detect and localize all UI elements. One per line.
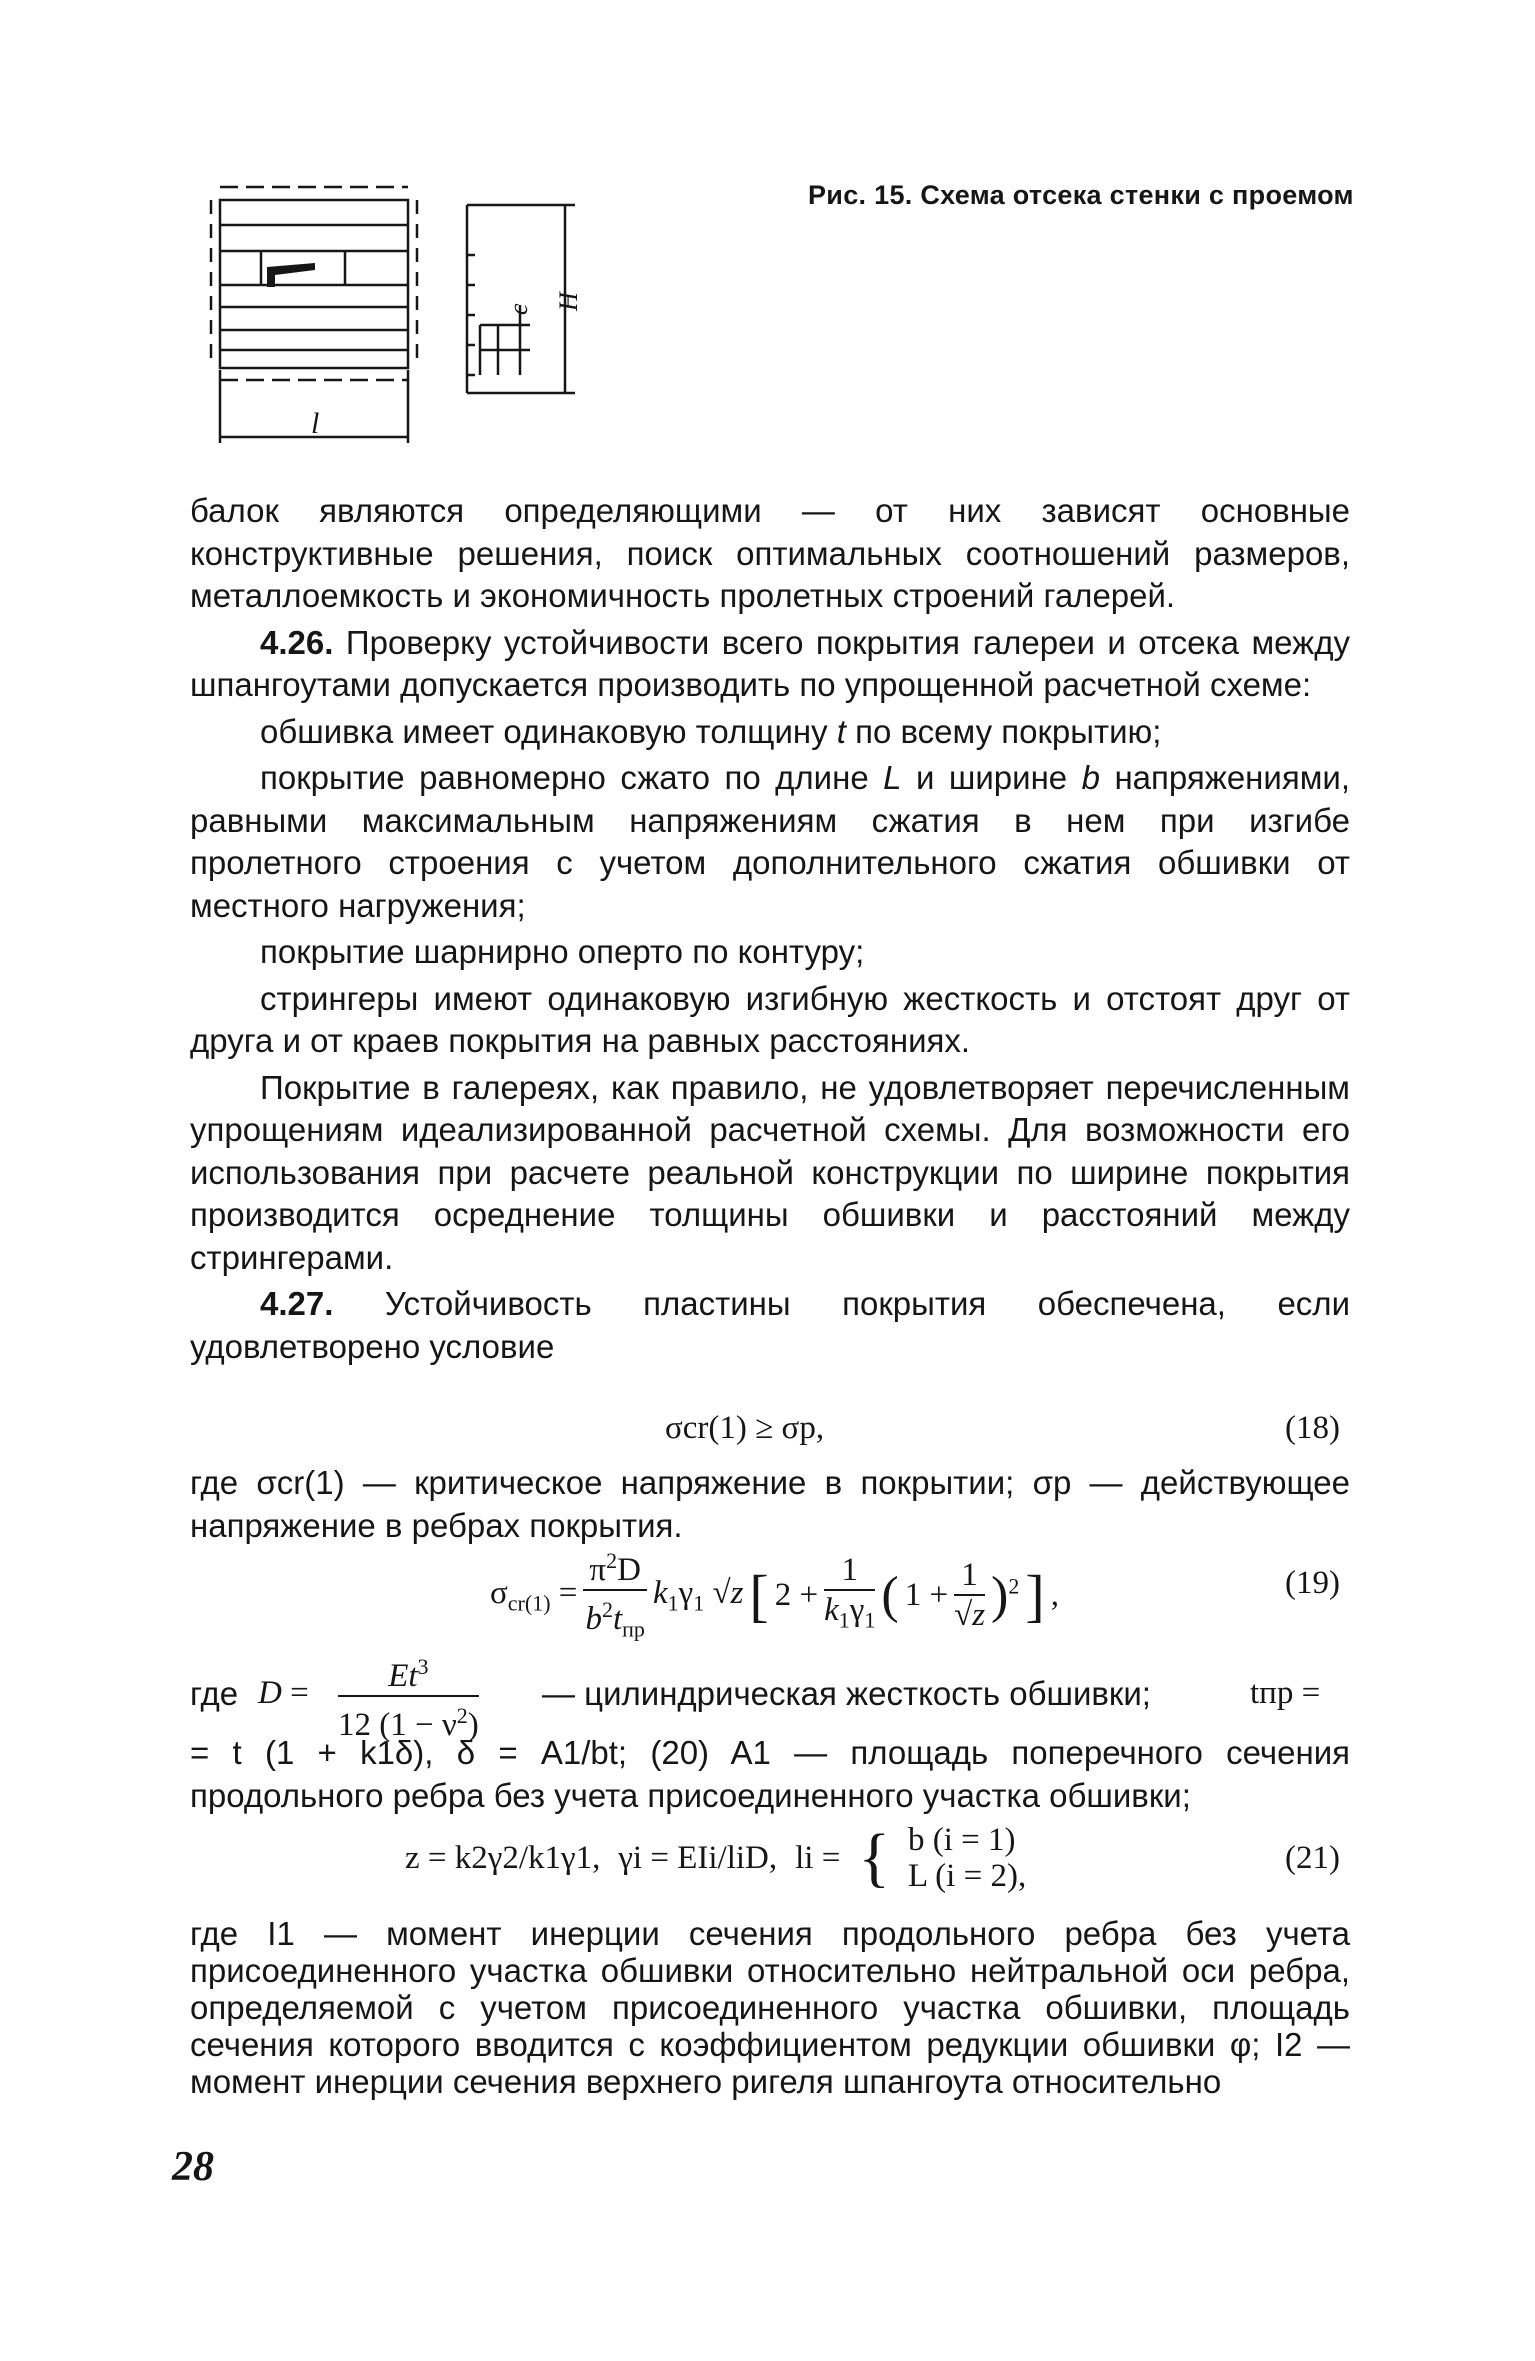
list-item-d: стрингеры имеют одинаковую изгибную жесткость и отстоят друг от друга и от краев покрытия на равных расстояниях. <box>190 979 1350 1059</box>
list-item-b: покрытие равномерно сжато по длине L и ширине b напряжениями, равными максимальным напряжениям сжатия в нем при изгибе пролетного строения с учетом дополнительного сжатия обшивки от местного нагружения; <box>190 759 1350 924</box>
label-l: l <box>311 407 320 440</box>
formula-18: σcr(1) ≥ σр, <box>665 1410 825 1446</box>
equation-number-21: (21) <box>1285 1840 1340 1876</box>
text-where-18 <box>190 1462 1350 1547</box>
formula-D: где D = $\frac{Et^3}{12 (1 - \nu^2)}$ — цилиндрическая жесткость обшивки; tпр = <box>190 1640 1350 1730</box>
text-block-1 <box>190 490 1350 1368</box>
paragraph-intro: балок являются определяющими — от них зависят основные конструктивные решения, поиск оптимальных соотношений размеров, металлоемкость и экономичность пролетных строений галерей. <box>190 492 1350 614</box>
paragraph-4-27: 4.27. Устойчивость пластины покрытия обеспечена, если удовлетворено условие <box>190 1285 1350 1365</box>
equation-number-18: (18) <box>1285 1410 1340 1446</box>
list-item-a: обшивка имеет одинаковую толщину t по всему покрытию; <box>260 712 1162 750</box>
formula-21: z = k2γ2/k1γ1, γi = EIi/liD, li = { b (i = 1) L (i = 2), <box>405 1821 1027 1894</box>
label-H: H <box>554 292 583 311</box>
paragraph-simplification: Покрытие в галереях, как правило, не удовлетворяет перечисленным упрощениям идеализированной расчетной схемы. Для возможности его использования при расчете реальной конструкции по ширине покрытия производится осреднение толщины обшивки и расстояний между стрингерами. <box>190 1068 1350 1276</box>
figure-15 <box>205 175 605 455</box>
text-where-19 <box>190 1732 1350 1817</box>
figure-caption: Рис. 15. Схема отсека стенки с проемом <box>808 180 1354 210</box>
paragraph-where-18: где σcr(1) — критическое напряжение в покрытии; σр — действующее напряжение в ребрах покрытия. <box>190 1464 1350 1544</box>
text-last <box>190 1915 1350 2100</box>
list-item-c: покрытие шарнирно оперто по контуру; <box>260 933 865 970</box>
paragraph-where-21: где I1 — момент инерции сечения продольного ребра без учета присоединенного участка обшивки относительно нейтральной оси ребра, определяемой с учетом присоединенного участка обшивки, площадь сечения которого вводится с коэффициентом редукции обшивки φ; I2 — момент инерции сечения верхнего ригеля шпангоута относительно <box>190 1915 1350 2100</box>
page-number: 28 <box>172 2144 214 2190</box>
equation-number-19: (19) <box>1285 1565 1340 1601</box>
section-number-4-27: 4.27. <box>260 1285 334 1322</box>
opening-mark <box>267 263 315 287</box>
label-c: c <box>504 303 533 315</box>
section-number-4-26: 4.26. <box>260 623 334 661</box>
paragraph-where-19: = t (1 + k1δ), δ = A1/bt; (20) A1 — площадь поперечного сечения продольного ребра без учета присоединенного участка обшивки; <box>190 1734 1350 1814</box>
paragraph-4-26: 4.26. Проверку устойчивости всего покрытия галереи и отсека между шпангоутами допускается производить по упрощенной расчетной схеме: <box>190 623 1350 703</box>
formula-19: $\sigma_{cr(1)}$ = $\frac{\pi^2D}{b^2t_{пр}}$ $k_1\gamma_1$ √z [ 2 + $\frac{1}{k_1\gamma_1}$ ( 1 + $\frac{1}{√z}$ )$^2$ ] , <box>490 1542 1059 1649</box>
